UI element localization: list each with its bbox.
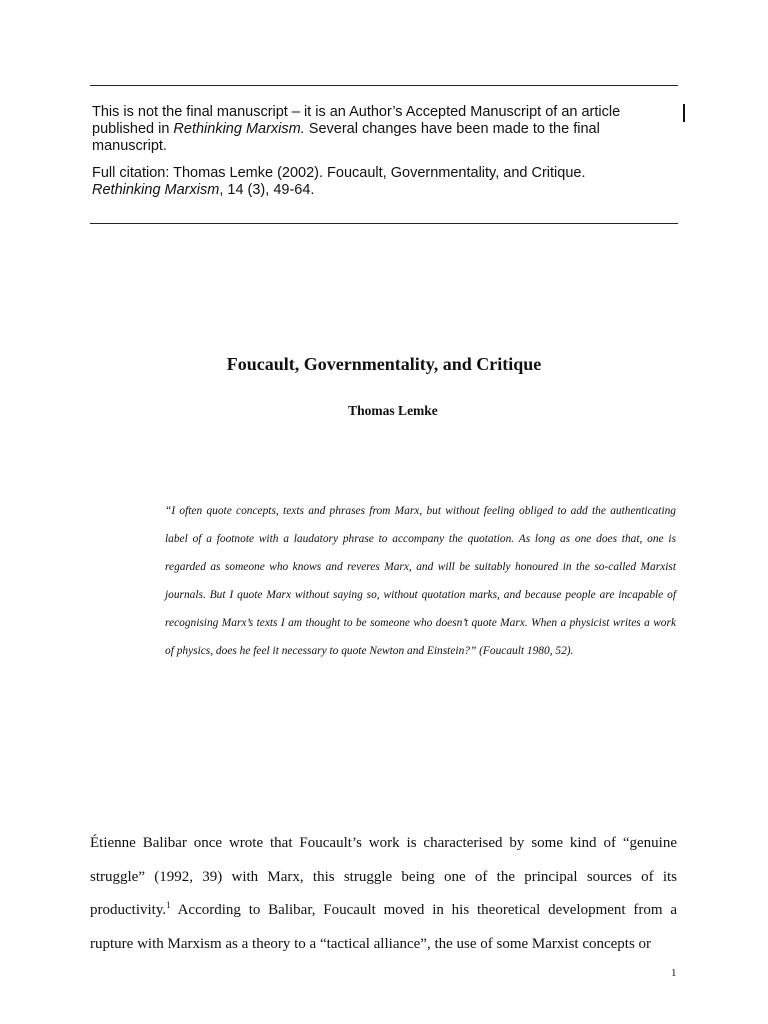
notice-text-1: This is not the final manuscript – it is an Author’s Accepted Manuscript of an article published in [92,104,621,137]
notice-text-2: Several changes have been made to the final manuscript. [92,121,600,154]
body-text-2: According to Balibar, Foucault moved in his theoretical development from a rupture with Marxism as a theory to a “tactical alliance”, the use of some Marxist concepts or [90,902,677,952]
change-bar-mark [683,104,685,122]
article-author: Thomas Lemke [348,403,438,418]
accepted-manuscript-note [92,104,652,155]
citation-text-1: Full citation: Thomas Lemke (2002). Foucault, Governmentality, and Critique. [92,165,586,181]
manuscript-notice [92,104,652,199]
epigraph-quote: “I often quote concepts, texts and phrases from Marx, but without feeling obliged to add the authenticating label of a footnote with a laudatory phrase to accompany the quotation. As long as one does that, one is regarded as someone who knows and reveres Marx, and will be suitably honoured in the so-called Marxist journals. But I quote Marx without saying so, without quotation marks, and because people are incapable of recognising Marx’s texts I am thought to be someone who doesn’t quote Marx. When a physicist writes a work of physics, does he feel it necessary to quote Newton and Einstein?” (Foucault 1980, 52). [165,505,676,657]
footnote-ref[interactable]: 1 [166,900,171,910]
page-number: 1 [671,967,677,979]
notice-journal: Rethinking Marxism. [173,121,305,137]
citation-text-2: , 14 (3), 49-64. [219,182,315,198]
body-text-1: Étienne Balibar once wrote that Foucault’s work is characterised by some kind of “genuine struggle” (1992, 39) with Marx, this struggle being one of the principal sources of its productivity. [90,835,677,918]
body-paragraph [90,827,677,961]
article-title: Foucault, Governmentality, and Critique [226,354,542,374]
bottom-rule [90,223,678,224]
top-rule [90,85,678,86]
full-citation [92,165,652,199]
citation-journal: Rethinking Marxism [92,182,220,198]
